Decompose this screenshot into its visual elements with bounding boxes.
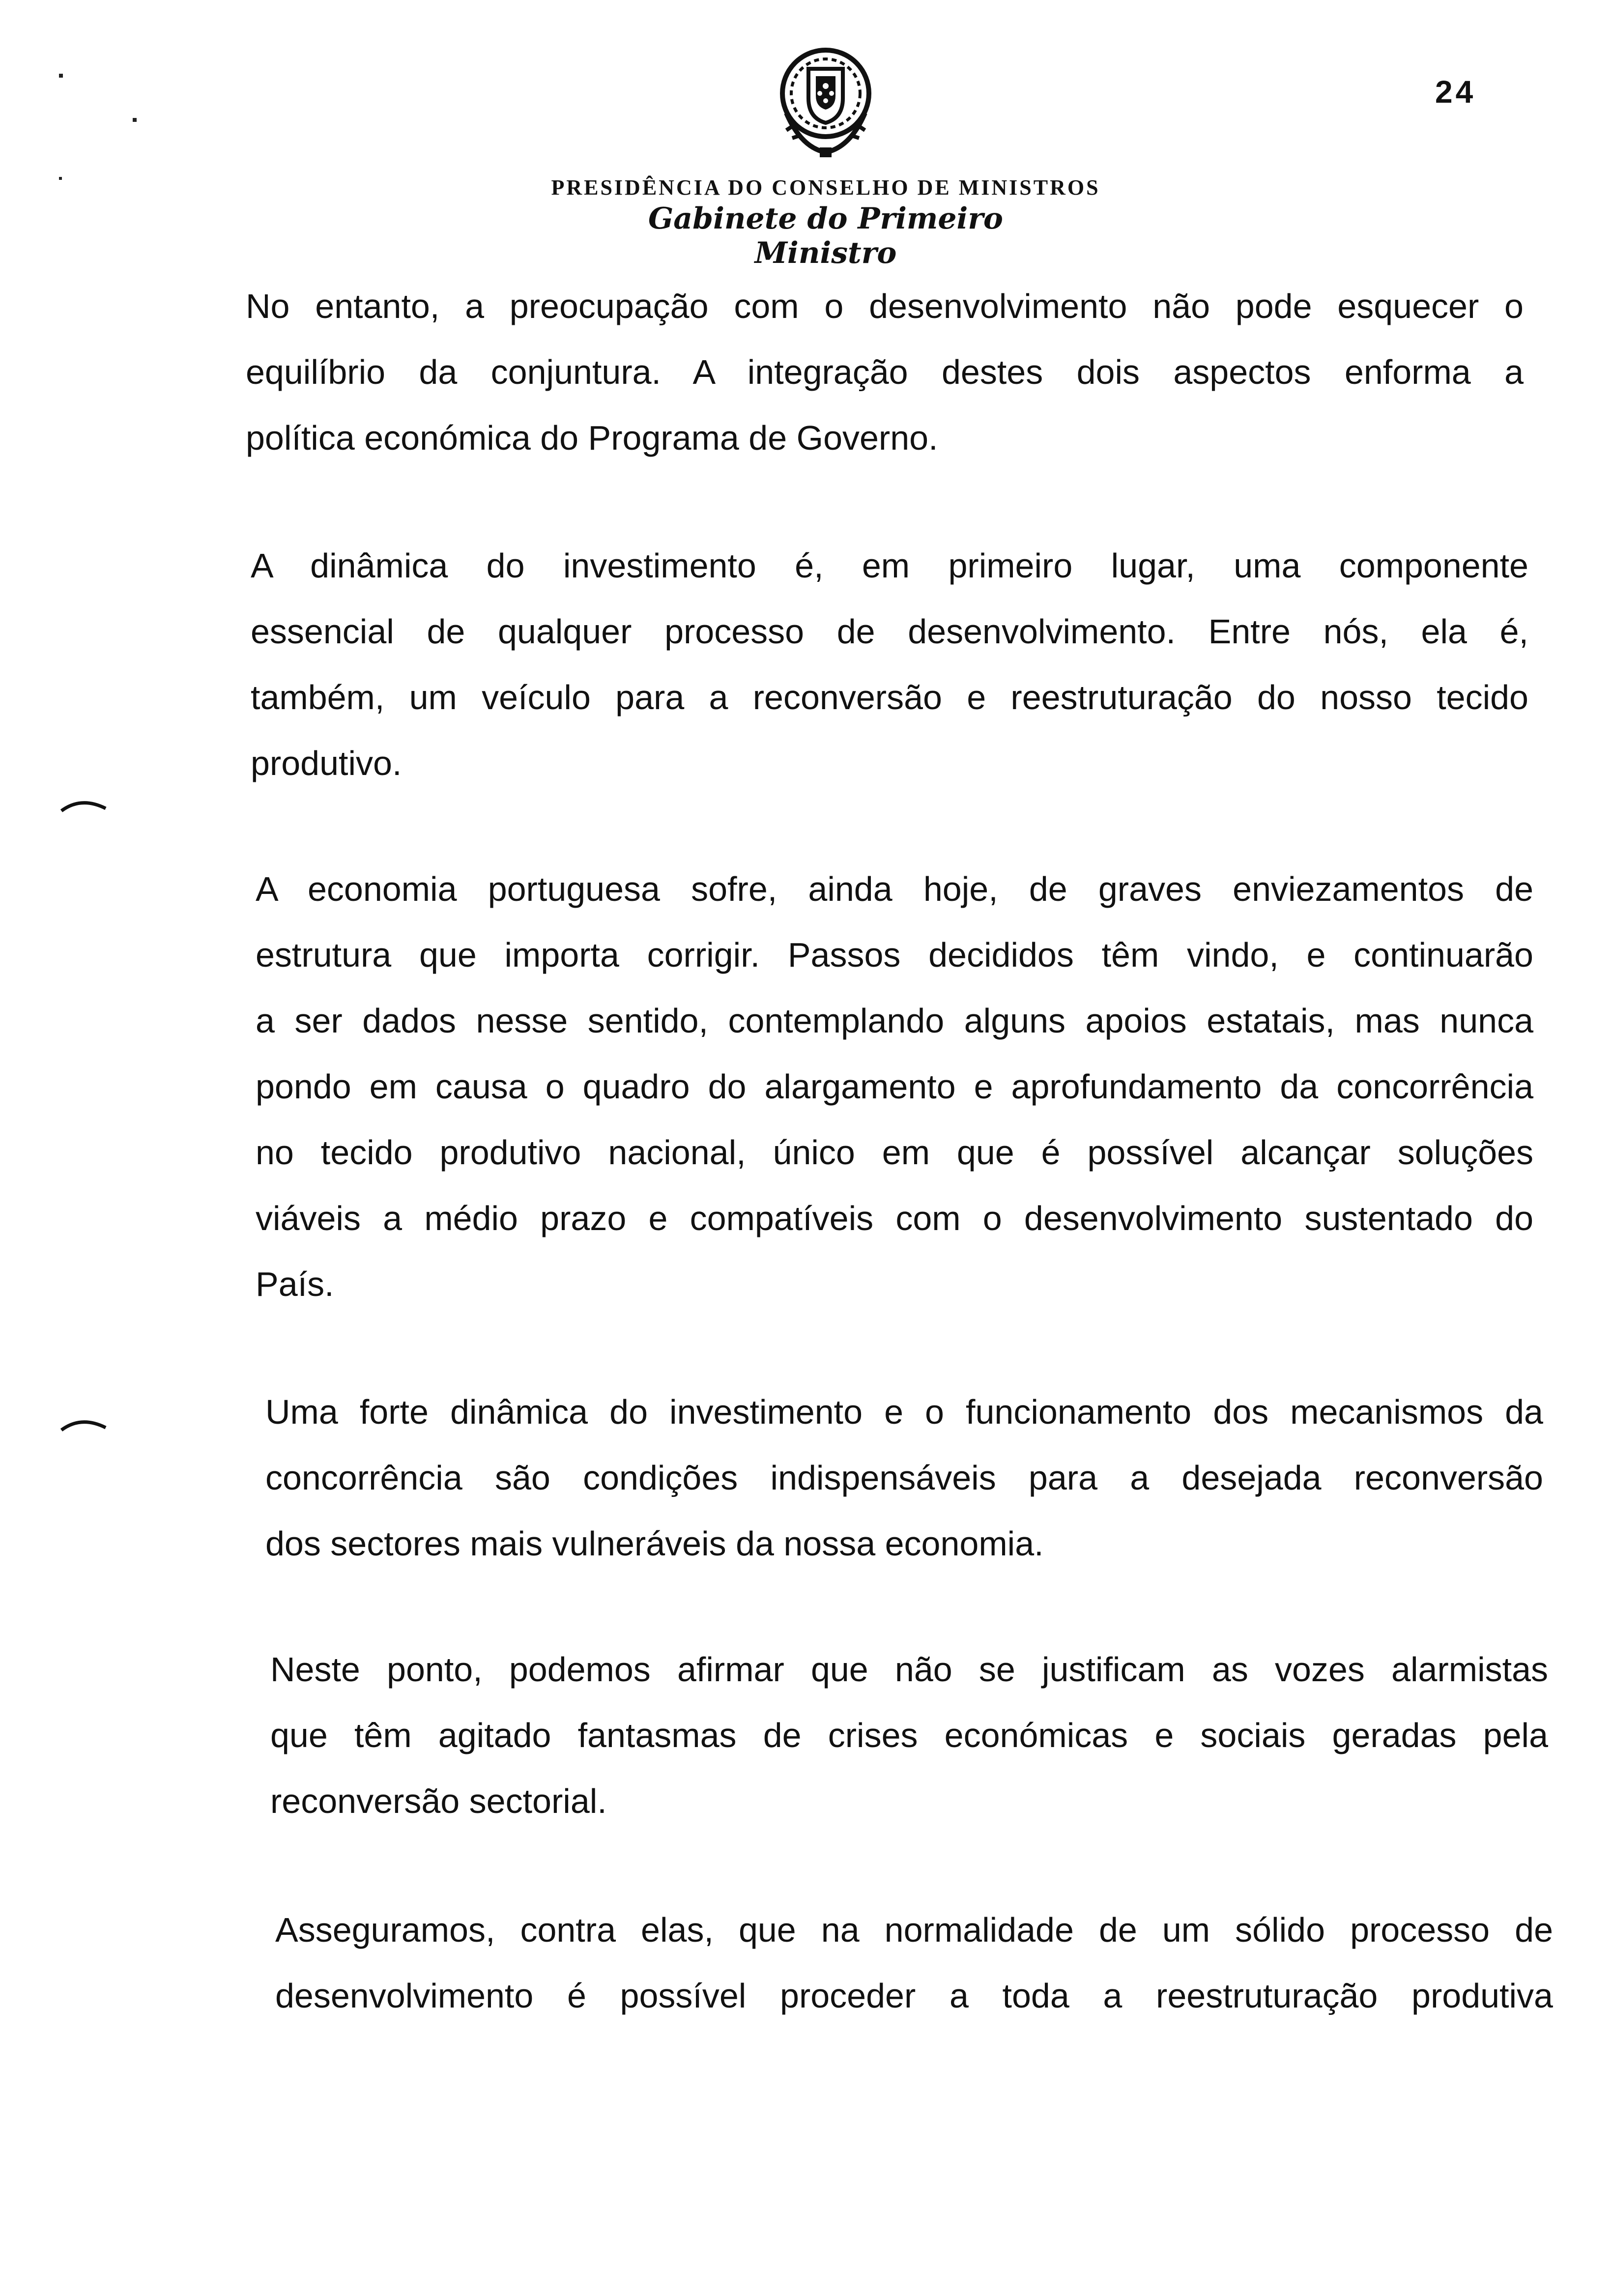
page-number: 24 <box>1435 74 1476 110</box>
text-line: também, um veículo para a reconversão e reestruturação do nosso tecido <box>251 678 1528 717</box>
text-line: pondo em causa o quadro do alargamento e aprofundamento da concorrência <box>256 1067 1533 1106</box>
text-line: viáveis a médio prazo e compatíveis com o desenvolvimento sustentado do <box>256 1199 1533 1237</box>
binding-mark <box>59 796 108 816</box>
text-line: essencial de qualquer processo de desenvolvimento. Entre nós, ela é, <box>251 612 1528 651</box>
text-line: concorrência são condições indispensáveis para a desejada reconversão <box>265 1459 1543 1497</box>
text-line: A dinâmica do investimento é, em primeiro lugar, uma componente <box>251 546 1528 585</box>
text-line: País. <box>256 1265 334 1303</box>
text-line: no tecido produtivo nacional, único em que é possível alcançar soluções <box>256 1133 1533 1172</box>
scan-speck <box>133 118 137 122</box>
text-line: a ser dados nesse sentido, contemplando alguns apoios estatais, mas nunca <box>256 1002 1533 1040</box>
scan-speck <box>59 177 62 180</box>
scan-speck <box>59 74 63 78</box>
text-line: Neste ponto, podemos afirmar que não se justificam as vozes alarmistas <box>270 1650 1548 1689</box>
paragraph-6 <box>275 1897 1553 2029</box>
text-line: Asseguramos, contra elas, que na normalidade de um sólido processo de <box>275 1911 1553 1949</box>
text-line: No entanto, a preocupação com o desenvolvimento não pode esquecer o <box>246 287 1524 325</box>
text-line: que têm agitado fantasmas de crises económicas e sociais geradas pela <box>270 1716 1548 1754</box>
office-name: Gabinete do Primeiro Ministro <box>648 201 1003 270</box>
text-line: A economia portuguesa sofre, ainda hoje, de graves enviezamentos de <box>256 870 1533 908</box>
binding-mark <box>59 1415 108 1435</box>
text-line: Uma forte dinâmica do investimento e o funcionamento dos mecanismos da <box>265 1393 1543 1431</box>
paragraph-4 <box>265 1379 1543 1577</box>
text-line: política económica do Programa de Governo. <box>246 419 938 457</box>
text-line: desenvolvimento é possível proceder a toda a reestruturação produtiva <box>275 1977 1553 2015</box>
text-line: equilíbrio da conjuntura. A integração destes dois aspectos enforma a <box>246 353 1524 391</box>
organization-name: PRESIDÊNCIA DO CONSELHO DE MINISTROS <box>551 175 1100 200</box>
text-line: dos sectores mais vulneráveis da nossa economia. <box>265 1524 1044 1563</box>
paragraph-5 <box>270 1636 1548 1834</box>
paragraph-2 <box>251 533 1528 796</box>
text-line: reconversão sectorial. <box>270 1782 607 1820</box>
coat-of-arms-emblem-icon <box>767 39 885 162</box>
text-line: estrutura que importa corrigir. Passos decididos têm vindo, e continuarão <box>256 936 1533 974</box>
paragraph-1 <box>246 273 1524 471</box>
text-line: produtivo. <box>251 744 402 782</box>
paragraph-3 <box>256 856 1533 1317</box>
